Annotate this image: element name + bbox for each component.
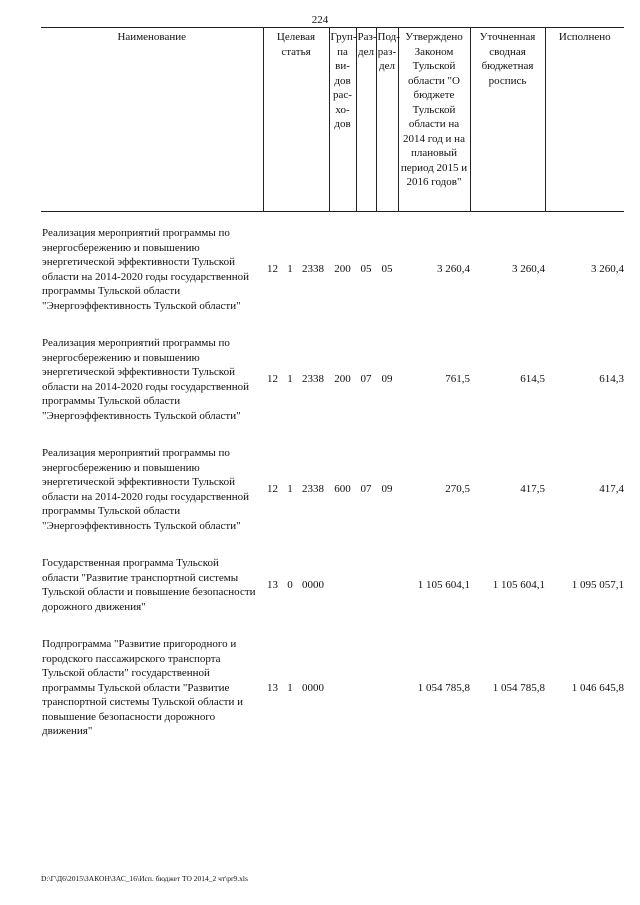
target-code-part3: 0000 [302,681,324,694]
row-section: 07 [360,483,372,496]
row-executed: 614,3 [599,373,624,386]
row-approved: 270,5 [445,483,470,496]
row-subsection: 05 [381,263,393,276]
row-target-article [263,226,329,313]
header-name: Наименование [41,28,263,212]
header-subsection: Под-раз-дел [376,28,398,212]
table-row [41,226,624,313]
row-section [356,637,376,739]
target-code-part1: 12 [267,263,278,276]
row-section: 07 [360,373,372,386]
row-refined: 1 054 785,8 [492,681,545,694]
row-subsection [376,556,398,614]
target-code-part3: 2338 [302,263,324,276]
header-target-article: Целевая статья [263,28,329,212]
row-name: Подпрограмма "Развитие пригородного и городского пассажирского транспорта Тульской области" государственной программы Тульской области "Развитие транспортной системы Тульской области и повышение безопасности дорожного движения" [42,638,244,737]
target-code-part3: 2338 [302,373,324,386]
target-code-part1: 13 [267,578,278,591]
row-name: Реализация мероприятий программы по энергосбережению и повышению энергетической эффективности Тульской области на 2014-2020 годы государственной программы Тульской области "Энергоэффективность Тульской области" [42,227,250,312]
page-number: 224 [311,14,329,26]
row-expense-group: 600 [334,483,351,496]
row-target-article [263,446,329,533]
table-row [41,556,624,614]
row-executed: 1 046 645,8 [571,681,624,694]
row-section [356,556,376,614]
row-subsection: 09 [381,373,393,386]
budget-table [41,27,624,739]
target-code-part2: 0 [287,578,293,591]
row-expense-group [329,637,356,739]
row-expense-group: 200 [334,263,351,276]
row-target-article [263,336,329,423]
row-approved: 1 054 785,8 [417,681,470,694]
row-expense-group [329,556,356,614]
file-path-footer: D:\Г\Д6\2015\ЗАКОН\ЗАС_16\Исп. бюджет ТО 2014_2 чт\pr9.xls [41,874,248,883]
target-code-part3: 2338 [302,483,324,496]
target-code-part2: 1 [287,681,293,694]
table-row [41,336,624,423]
row-executed: 1 095 057,1 [571,578,624,591]
row-name: Государственная программа Тульской области "Развитие транспортной системы Тульской области и повышение безопасности дорожного движения" [42,557,256,613]
row-executed: 3 260,4 [591,263,624,276]
row-executed: 417,4 [599,483,624,496]
row-target-article [263,637,329,739]
row-refined: 417,5 [520,483,545,496]
row-name: Реализация мероприятий программы по энергосбережению и повышению энергетической эффективности Тульской области на 2014-2020 годы государственной программы Тульской области "Энергоэффективность Тульской области" [42,447,250,532]
target-code-part2: 1 [287,263,293,276]
row-refined: 614,5 [520,373,545,386]
row-subsection: 09 [381,483,393,496]
row-refined: 1 105 604,1 [492,578,545,591]
row-subsection [376,637,398,739]
header-expense-group: Груп-па ви-дов рас-хо-дов [329,28,356,212]
header-approved: Утверждено Законом Тульской области "О бюджете Тульской области на 2014 год и на плановый период 2015 и 2016 годов" [398,28,470,212]
target-code-part1: 13 [267,681,278,694]
target-code-part3: 0000 [302,578,324,591]
row-expense-group: 200 [334,373,351,386]
target-code-part1: 12 [267,373,278,386]
row-target-article [263,556,329,614]
table-row [41,637,624,739]
target-code-part2: 1 [287,483,293,496]
row-name: Реализация мероприятий программы по энергосбережению и повышению энергетической эффективности Тульской области на 2014-2020 годы государственной программы Тульской области "Энергоэффективность Тульской области" [42,337,250,422]
target-code-part2: 1 [287,373,293,386]
target-code-part1: 12 [267,483,278,496]
header-section: Раз-дел [356,28,376,212]
row-section: 05 [360,263,372,276]
row-approved: 3 260,4 [437,263,470,276]
row-refined: 3 260,4 [512,263,545,276]
header-executed: Исполнено [545,28,624,212]
table-row [41,446,624,533]
row-approved: 1 105 604,1 [417,578,470,591]
row-approved: 761,5 [445,373,470,386]
header-refined: Уточненная сводная бюджетная роспись [470,28,545,212]
